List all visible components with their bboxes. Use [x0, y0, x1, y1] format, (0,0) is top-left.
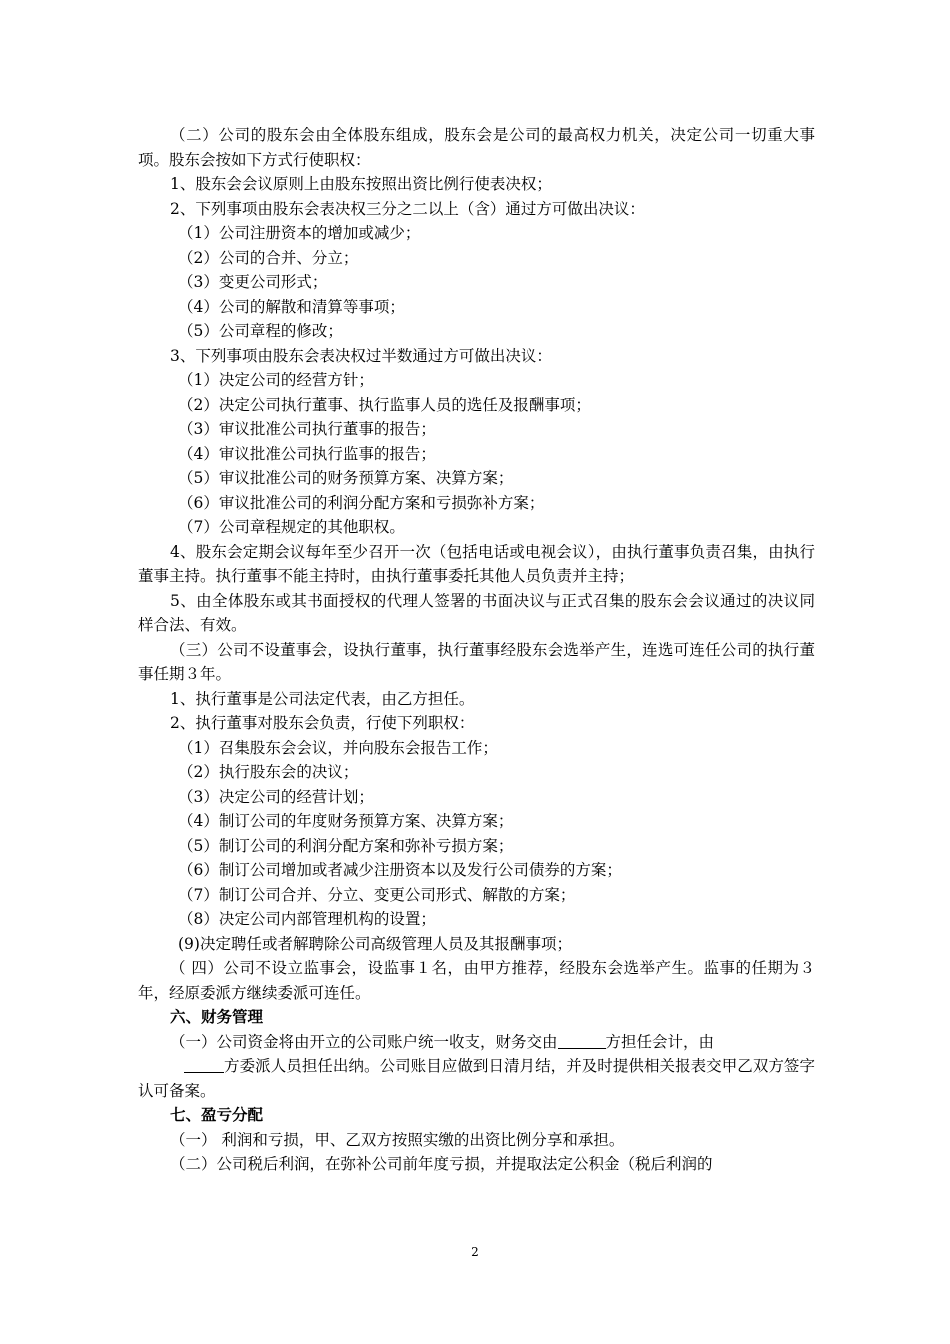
list-item: （4）审议批准公司执行监事的报告；: [178, 444, 436, 463]
list-item: （4）制订公司的年度财务预算方案、决算方案；: [178, 812, 514, 830]
list-item: （2）决定公司执行董事、执行监事人员的选任及报酬事项；: [178, 395, 591, 414]
list-item: （7）制订公司合并、分立、变更公司形式、解散的方案；: [178, 885, 576, 904]
paragraph-shareholders-meeting: （二）公司的股东会由全体股东组成，股东会是公司的最高权力机关，决定公司一切重大事项。股东会按如下方式行使职权：: [138, 126, 815, 169]
list-item: （5）制订公司的利润分配方案和弥补亏损方案；: [178, 836, 514, 855]
fill-blank-accountant[interactable]: [558, 1032, 606, 1049]
paragraph: 1、股东会会议原则上由股东按照出资比例行使表决权；: [170, 175, 552, 193]
finance-text-3: 方委派人员担任出纳。公司账目应做到日清月结，并及时提供相关报表交甲乙双方签字认可备案。: [138, 1057, 815, 1100]
list-item: （2）执行股东会的决议；: [178, 763, 359, 781]
finance-text-2: 方担任会计，由: [605, 1032, 715, 1051]
paragraph: 2、下列事项由股东会表决权三分之二以上（含）通过方可做出决议：: [170, 199, 645, 218]
list-item: （5）审议批准公司的财务预算方案、决算方案；: [178, 469, 514, 487]
paragraph: 1、执行董事是公司法定代表，由乙方担任。: [170, 689, 475, 708]
page-number: 2: [471, 1245, 479, 1259]
paragraph-executive-director: （三）公司不设董事会，设执行董事，执行董事经股东会选举产生，连选可连任公司的执行董事任期３年。: [138, 640, 815, 683]
paragraph: （一） 利润和亏损，甲、乙双方按照实缴的出资比例分享和承担。: [170, 1130, 625, 1149]
list-item: （1）召集股东会会议，并向股东会报告工作；: [178, 738, 498, 757]
list-item: （3）审议批准公司执行董事的报告；: [178, 420, 436, 438]
list-item: （8）决定公司内部管理机构的设置；: [178, 910, 436, 928]
paragraph: （二）公司税后利润，在弥补公司前年度亏损，并提取法定公积金（税后利润的: [170, 1155, 713, 1173]
document-body: [138, 123, 815, 1177]
list-item: （3）决定公司的经营计划；: [178, 787, 374, 806]
list-item: （4）公司的解散和清算等事项；: [178, 297, 405, 316]
list-item: （2）公司的合并、分立；: [178, 248, 359, 267]
paragraph-written-resolution: 5、由全体股东或其书面授权的代理人签署的书面决议与正式召集的股东会会议通过的决议同样合法、有效。: [138, 591, 815, 634]
list-item: （6）审议批准公司的利润分配方案和亏损弥补方案；: [178, 493, 545, 512]
paragraph-supervisor: （ 四）公司不设立监事会，设监事１名，由甲方推荐，经股东会选举产生。监事的任期为３年，经原委派方继续委派可连任。: [138, 959, 815, 1002]
section-heading-profit: 七、盈亏分配: [170, 1105, 264, 1124]
fill-blank-cashier[interactable]: [184, 1056, 224, 1073]
list-item: （1）公司注册资本的增加或减少；: [178, 224, 421, 242]
list-item: (9)决定聘任或者解聘除公司高级管理人员及其报酬事项；: [178, 934, 572, 953]
section-heading-finance: 六、财务管理: [170, 1007, 264, 1026]
list-item: （5）公司章程的修改；: [178, 322, 343, 340]
list-item: （6）制订公司增加或者减少注册资本以及发行公司债券的方案；: [178, 861, 622, 879]
list-item: （1）决定公司的经营方针；: [178, 371, 374, 389]
paragraph-regular-meeting: 4、股东会定期会议每年至少召开一次（包括电话或电视会议），由执行董事负责召集，由执行董事主持。执行董事不能主持时，由执行董事委托其他人员负责并主持；: [138, 542, 815, 585]
finance-text-1: （一）公司资金将由开立的公司账户统一收支，财务交由: [170, 1032, 558, 1051]
paragraph-finance: [138, 1030, 815, 1104]
list-item: （3）变更公司形式；: [178, 273, 328, 291]
paragraph: 3、下列事项由股东会表决权过半数通过方可做出决议：: [170, 346, 552, 365]
paragraph: 2、执行董事对股东会负责，行使下列职权：: [170, 714, 475, 732]
list-item: （7）公司章程规定的其他职权。: [178, 518, 405, 536]
